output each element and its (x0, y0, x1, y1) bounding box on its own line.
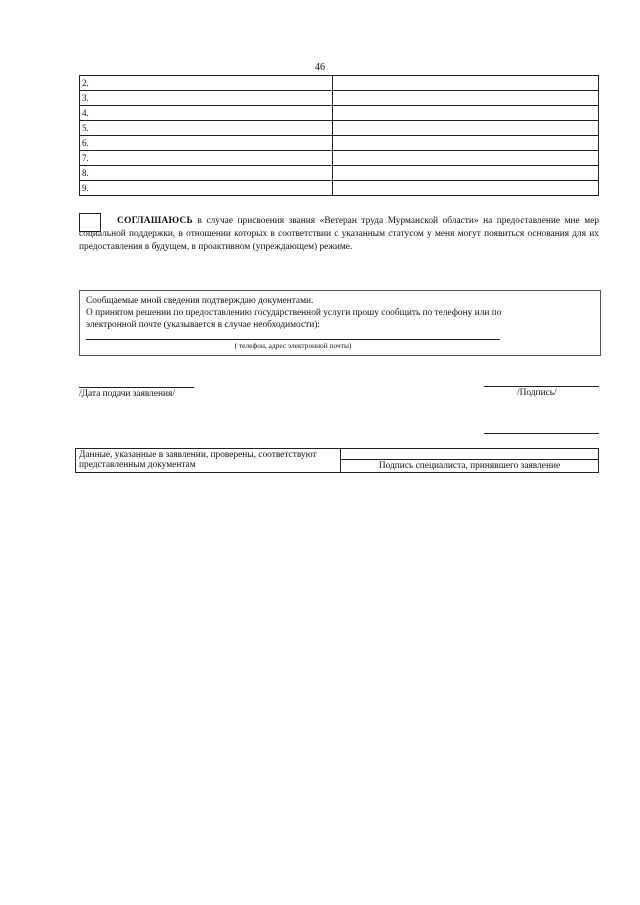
row-value[interactable] (333, 76, 599, 91)
table-row (80, 151, 599, 166)
table-row (80, 76, 599, 91)
row-number: 6. (80, 136, 333, 151)
notification-request-text-cont: электронной почте (указывается в случае необходимости): (86, 320, 320, 330)
row-number: 3. (80, 91, 333, 106)
row-value[interactable] (333, 106, 599, 121)
extra-signature-line[interactable] (484, 433, 599, 434)
numbered-rows-table (79, 75, 599, 196)
date-label: /Дата подачи заявления/ (79, 389, 175, 399)
row-value[interactable] (333, 166, 599, 181)
row-number: 4. (80, 106, 333, 121)
specialist-signature-field[interactable] (341, 449, 598, 460)
row-number: 9. (80, 181, 333, 196)
confirmation-text: Сообщаемые мной сведения подтверждаю документами. (86, 296, 314, 306)
row-number: 8. (80, 166, 333, 181)
contact-info-box (79, 290, 601, 356)
signature-label: /Подпись/ (517, 388, 557, 398)
row-value[interactable] (333, 151, 599, 166)
table-row (76, 449, 599, 473)
row-value[interactable] (333, 136, 599, 151)
row-number: 7. (80, 151, 333, 166)
table-row (80, 91, 599, 106)
row-number: 2. (80, 76, 333, 91)
table-row (80, 106, 599, 121)
contact-caption: ( телефон, адрес электронной почты) (234, 341, 352, 350)
row-value[interactable] (333, 181, 599, 196)
row-value[interactable] (333, 121, 599, 136)
verification-table (75, 448, 599, 473)
agreement-paragraph (79, 215, 599, 254)
page-number: 46 (315, 62, 325, 73)
table-row (80, 121, 599, 136)
agreement-keyword: СОГЛАШАЮСЬ (117, 216, 193, 226)
table-row (80, 181, 599, 196)
signature-line[interactable] (484, 386, 599, 387)
table-row (80, 136, 599, 151)
agreement-text: в случае присвоения звания «Ветеран труда Мурманской области» на предоставление мне мер социальной поддержки, в отношении которых в соответствии с указанным статусом у меня могут появиться основания для их предоставления в будущем, в проактивном (упреждающем) режиме. (79, 216, 600, 252)
table-row (80, 166, 599, 181)
row-value[interactable] (333, 91, 599, 106)
notification-request-text: О принятом решении по предоставлению государственной услуги прошу сообщить по телефону или по (86, 308, 502, 318)
specialist-signature-cell (341, 449, 599, 473)
verification-statement: Данные, указанные в заявлении, проверены, соответствуют представленным документам (76, 449, 341, 473)
contact-input-line[interactable] (86, 339, 500, 340)
specialist-signature-caption: Подпись специалиста, принявшего заявление (378, 461, 561, 471)
date-line[interactable] (79, 387, 194, 388)
row-number: 5. (80, 121, 333, 136)
